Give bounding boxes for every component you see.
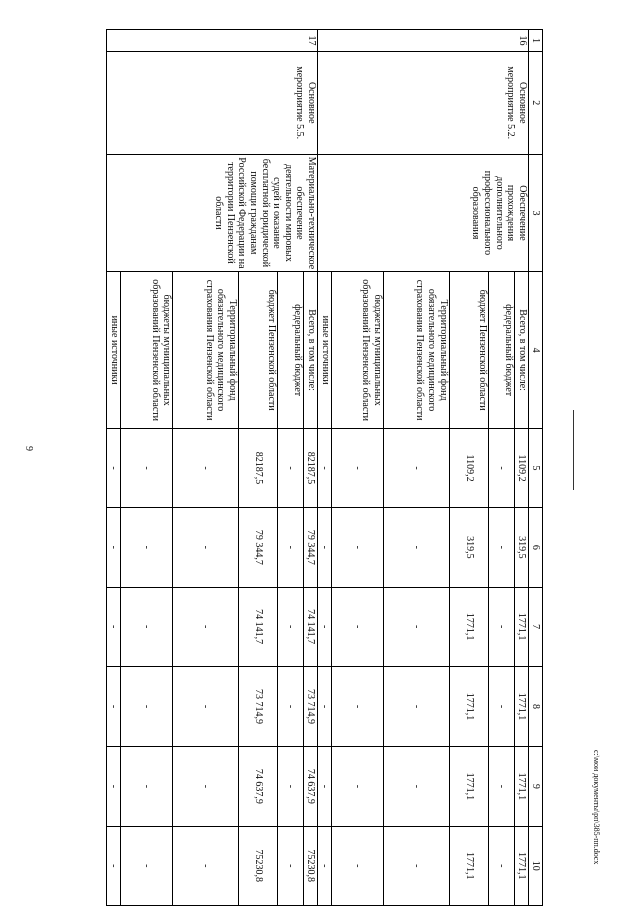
value-cell: - [384,826,450,905]
value-cell: - [384,428,450,507]
value-cell: - [107,747,121,826]
value-cell: - [331,587,383,666]
value-cell: 74 141,7 [304,587,318,666]
value-cell: - [120,587,172,666]
value-cell: 74 637,9 [304,747,318,826]
value-cell: 79 344,7 [238,508,277,587]
header-cell: 9 [528,747,542,826]
value-cell: - [488,428,514,507]
value-cell: - [384,747,450,826]
value-cell: - [488,508,514,587]
header-cell: 1 [528,30,542,52]
value-cell: 1771,1 [449,666,488,746]
value-cell: - [278,747,304,826]
header-cell: 2 [528,52,542,154]
value-cell: - [331,826,383,905]
value-cell: - [384,666,450,746]
value-cell: 1771,1 [449,587,488,666]
value-cell: - [331,747,383,826]
value-cell: - [120,428,172,507]
value-cell: - [120,508,172,587]
value-cell: - [120,826,172,905]
value-cell: - [488,666,514,746]
source-cell: федеральный бюджет [278,272,304,428]
header-cell: 5 [528,428,542,507]
value-cell: - [317,587,331,666]
value-cell: 74 637,9 [238,747,277,826]
value-cell: 319,5 [449,508,488,587]
value-cell: - [488,747,514,826]
source-cell: иные источники [107,272,121,428]
header-cell: 3 [528,154,542,272]
value-cell: - [173,428,239,507]
event-name: Основное мероприятие 5.5. [107,52,318,154]
header-cell: 8 [528,666,542,746]
table-row [304,30,318,906]
value-cell: 73 714,9 [304,666,318,746]
source-cell: иные источники [317,272,331,428]
header-cell: 7 [528,587,542,666]
header-row [528,30,542,906]
value-cell: - [173,508,239,587]
value-cell: 79 344,7 [304,508,318,587]
value-cell: - [317,428,331,507]
value-cell: 1771,1 [449,747,488,826]
value-cell: - [173,587,239,666]
value-cell: - [317,508,331,587]
value-cell: 1109,2 [449,428,488,507]
value-cell: 1771,1 [449,826,488,905]
value-cell: - [107,428,121,507]
value-cell: 82187,5 [238,428,277,507]
footer-path: c:\мои документы\рп\385-пп.docx [592,750,601,865]
header-cell: 4 [528,272,542,428]
rotated-table-container [106,29,543,906]
value-cell: - [317,666,331,746]
source-cell: Всего, в том числе: [304,272,318,428]
page-number: 9 [23,446,34,451]
source-cell: Территориальный фонд обязательного медицинского страхования Пензенской области [384,272,450,428]
value-cell: - [331,666,383,746]
value-cell: 74 141,7 [238,587,277,666]
value-cell: - [488,826,514,905]
value-cell: 1771,1 [515,666,529,746]
value-cell: 75230,8 [238,826,277,905]
value-cell: - [173,747,239,826]
value-cell: 1771,1 [515,587,529,666]
value-cell: - [120,747,172,826]
source-cell: Территориальный фонд обязательного медицинского страхования Пензенской области [173,272,239,428]
source-cell: бюджеты муниципальных образований Пензенской области [331,272,383,428]
value-cell: - [107,587,121,666]
value-cell: - [120,666,172,746]
row-number: 17 [107,30,318,52]
value-cell: 1109,2 [515,428,529,507]
value-cell: - [384,508,450,587]
value-cell: 319,5 [515,508,529,587]
value-cell: - [384,587,450,666]
header-cell: 6 [528,508,542,587]
source-cell: Всего, в том числе: [515,272,529,428]
source-cell: федеральный бюджет [488,272,514,428]
value-cell: - [317,826,331,905]
row-number: 16 [317,30,528,52]
value-cell: - [488,587,514,666]
separator-line [573,410,574,490]
value-cell: 1771,1 [515,747,529,826]
value-cell: 73 714,9 [238,666,277,746]
value-cell: 1771,1 [515,826,529,905]
value-cell: 82187,5 [304,428,318,507]
value-cell: - [317,747,331,826]
value-cell: - [278,666,304,746]
value-cell: - [107,666,121,746]
value-cell: - [278,428,304,507]
source-cell: бюджет Пензенской области [238,272,277,428]
value-cell: 75230,8 [304,826,318,905]
source-cell: бюджет Пензенской области [449,272,488,428]
value-cell: - [107,508,121,587]
event-description: Материально-техническое обеспечение деятельности мировых судей и оказание бесплатной юридической помощи гражданам Российской Федерации на территории Пензенской области [107,154,318,272]
value-cell: - [173,826,239,905]
value-cell: - [278,587,304,666]
value-cell: - [278,826,304,905]
value-cell: - [278,508,304,587]
table-row [515,30,529,906]
funding-table [106,29,543,906]
source-cell: бюджеты муниципальных образований Пензенской области [120,272,172,428]
value-cell: - [331,428,383,507]
header-cell: 10 [528,826,542,905]
event-name: Основное мероприятие 5.2. [317,52,528,154]
value-cell: - [173,666,239,746]
value-cell: - [107,826,121,905]
event-description: Обеспечение прохождения дополнительного профессионального образования [317,154,528,272]
value-cell: - [331,508,383,587]
